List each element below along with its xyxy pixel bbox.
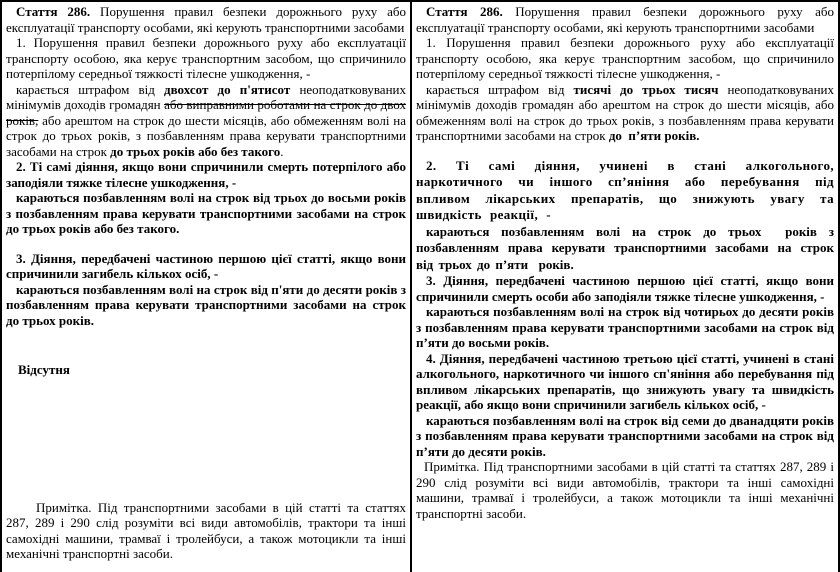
part-3-sanction: [6, 282, 406, 329]
deleted-text: або виправними роботами на строк до двох років,: [6, 97, 406, 128]
text-run: Примітка. Під транспортними засобами в цій статті та статтях 287, 289 і 290 слід розуміти всі види автомобілів, трактори та інші самохідні машини, трамваї і тролейбуси, а також мотоцикли та інші механічні транспортні засоби.: [416, 459, 834, 521]
text-run: 3. Діяння, передбачені частиною першою цієї статті, якщо вони спричинили загибель кількох осіб, -: [6, 250, 406, 281]
text-run: тисячі до трьох тисяч: [573, 81, 719, 97]
text-run: караються позбавленням волі на строк від трьох до восьми років з позбавленням права керувати транспортними засобами на строк до трьох років або без такого.: [6, 190, 406, 236]
text-run: карається штрафом від: [426, 81, 574, 97]
text-run: караються позбавленням волі на строк до трьох років з позбавленням права керувати транспортними засобами на строк від трьох до п’яти років.: [416, 223, 834, 272]
note: [6, 500, 406, 562]
part-3: [6, 251, 406, 282]
text-run: караються позбавленням волі на строк від п'яти до десяти років з позбавленням права керувати транспортними засобами на строк до трьох років.: [6, 281, 406, 328]
part-1-sanction: [6, 82, 406, 160]
new-version-column: [412, 2, 838, 572]
part-1: [416, 35, 834, 82]
text-run: неоподатковуваних мінімумів доходів громадян або арештом на строк до шести місяців, або обмеженням волі на строк до трьох років, з позбавленням права керувати транспортними засобами на строк: [416, 81, 834, 143]
article-title: [6, 4, 406, 35]
text-run: 3. Діяння, передбачені частиною першою цієї статті, якщо вони спричинили смерть особи або заподіяли тяжке тілесне ушкодження, -: [416, 273, 834, 304]
text-run: 1. Порушення правил безпеки дорожнього руху або експлуатації транспорту особою, яка керує транспортним засобом, що спричинило потерпілому середньої тяжкості тілесне ушкодження, -: [6, 35, 406, 81]
part-3-sanction: [416, 304, 834, 351]
text-run: караються позбавленням волі на строк від семи до дванадцяти років з позбавленням права керувати транспортними засобами на строк від п’яти до десяти років.: [416, 412, 834, 459]
text-run: 2. Ті самі діяння, якщо вони спричинили смерть потерпілого або заподіяли тяжке тілесне ушкодження, -: [6, 159, 406, 190]
text-run: Відсутня: [18, 362, 70, 377]
text-run: .: [280, 143, 284, 159]
text-run: карається штрафом від: [16, 81, 165, 97]
part-4-sanction: [416, 413, 834, 460]
text-run: Примітка. Під транспортними засобами в цій статті та статтях 287, 289 і 290 слід розуміти всі види автомобілів, трактори та інші самохідні машини, трамваї і тролейбуси, а також мотоцикли та інші механічні транспортні засоби.: [6, 499, 406, 561]
article-title: [416, 4, 834, 35]
absent-marker: [6, 362, 406, 378]
text-run: 4. Діяння, передбачені частиною третьою цієї статті, учинені в стані алкогольного, наркотичного чи іншого сп'яніння або перебування під впливом лікарських препаратів, що знижують увагу та швидкість реакції, або якщо вони спричинили загибель кількох осіб, -: [416, 350, 834, 412]
part-4: [416, 351, 834, 413]
text-run: караються позбавленням волі на строк від чотирьох до десяти років з позбавленням права керувати транспортними засобами на строк від п’яти до восьми років.: [416, 304, 834, 350]
text-run: Стаття 286.: [16, 4, 91, 19]
part-2-sanction: [6, 190, 406, 237]
text-run: 2. Ті самі діяння, учинені в стані алкогольного, наркотичного чи іншого сп’яніння або перебування під впливом лікарських препаратів, що знижують увагу та швидкість реакції, -: [416, 157, 834, 222]
part-3: [416, 273, 834, 304]
part-1-sanction: [416, 82, 834, 144]
part-2-sanction: [416, 224, 834, 274]
text-run: 1. Порушення правил безпеки дорожнього руху або експлуатації транспорту особою, яка керує транспортним засобом, що спричинило потерпілому середньої тяжкості тілесне ушкодження, -: [416, 35, 834, 81]
text-run: Порушення правил безпеки дорожнього руху або експлуатації транспорту особами, які керують транспортними засобами: [416, 4, 835, 35]
text-run: до п’яти років.: [608, 128, 700, 143]
text-run: до трьох років або без такого: [110, 143, 281, 159]
part-2: [416, 158, 834, 224]
text-run: Порушення правил безпеки дорожнього руху або експлуатації транспорту особами, які керують транспортними засобами: [6, 4, 407, 35]
text-run: неоподатковуваних мінімумів доходів громадян: [6, 81, 406, 112]
old-version-column: [2, 2, 412, 572]
part-1: [6, 35, 406, 82]
part-2: [6, 159, 406, 190]
text-run: Стаття 286.: [426, 4, 503, 19]
text-run: двохсот до п'ятисот: [164, 81, 291, 97]
note: [416, 459, 834, 521]
text-run: або арештом на строк до шести місяців, або обмеженням волі на строк до трьох років, з позбавленням права керувати транспортними засобами на строк: [6, 112, 406, 159]
